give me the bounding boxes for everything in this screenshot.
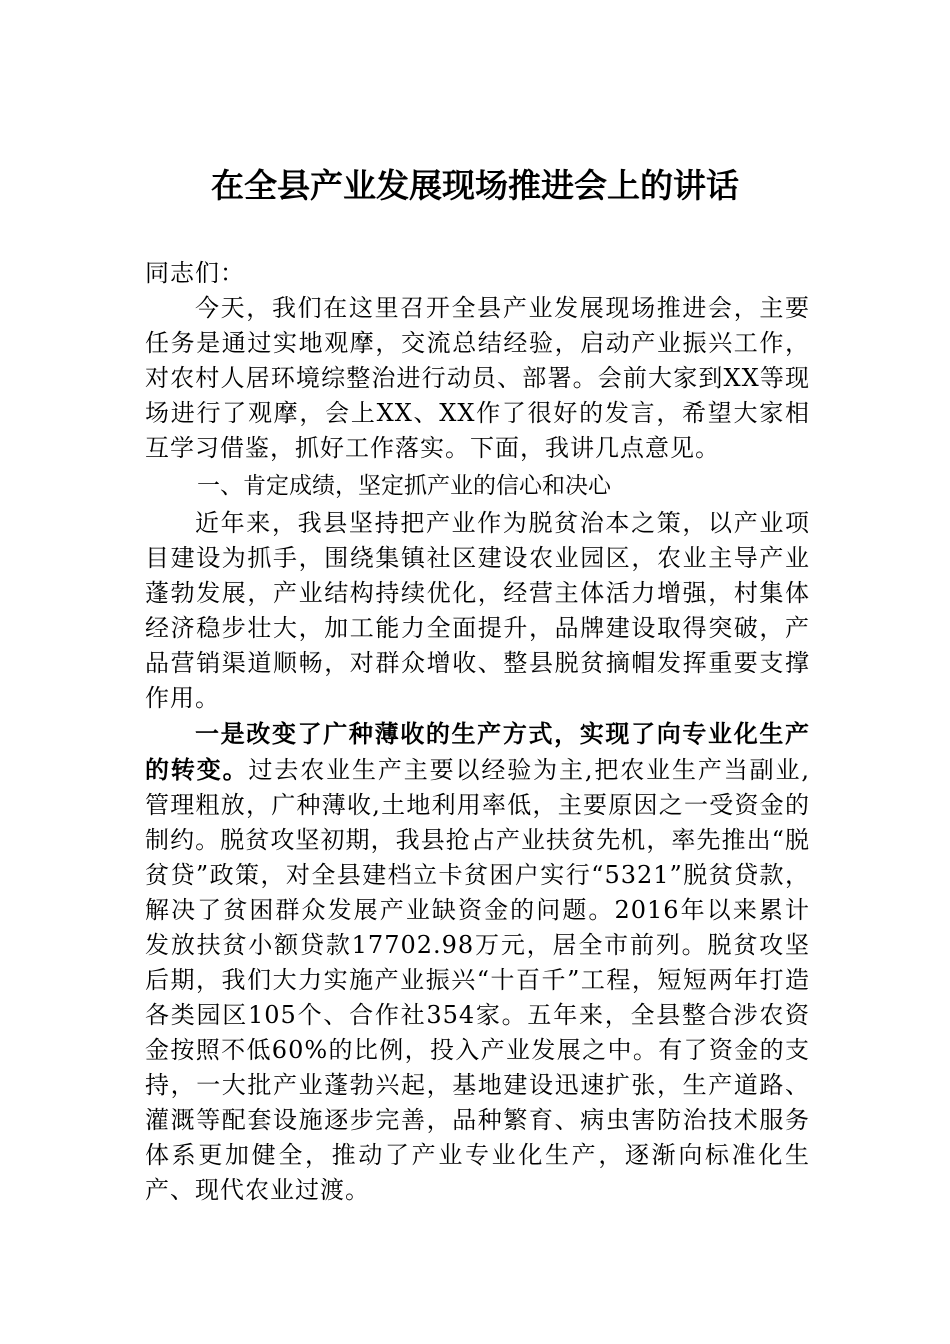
section-1-heading: 一、肯定成绩，坚定抓产业的信心和决心 <box>197 473 611 499</box>
document-body <box>145 256 810 1208</box>
section-1-paragraph: 近年来，我县坚持把产业作为脱贫治本之策，以产业项目建设为抓手，围绕集镇社区建设农业园区，农业主导产业蓬勃发展，产业结构持续优化，经营主体活力增强，村集体经济稳步壮大，加工能力全面提升，品牌建设取得突破，产品营销渠道顺畅，对群众增收、整县脱贫摘帽发挥重要支撑作用。 <box>145 509 810 712</box>
document-title: 在全县产业发展现场推进会上的讲话 <box>211 166 739 205</box>
point-1-body: 过去农业生产主要以经验为主,把农业生产当副业,管理粗放，广种薄收,土地利用率低，主要原因之一受资金的制约。脱贫攻坚初期，我县抢占产业扶贫先机，率先推出“脱贫贷”政策，对全县建档立卡贫困户实行“5321”脱贫贷款，解决了贫困群众发展产业缺资金的问题。2016年以来累计发放扶贫小额贷款17702.98万元，居全市前列。脱贫攻坚后期，我们大力实施产业振兴“十百千”工程，短短两年打造各类园区105个、合作社354家。五年来，全县整合涉农资金按照不低60%的比例，投入产业发展之中。有了资金的支持，一大批产业蓬勃兴起，基地建设迅速扩张，生产道路、灌溉等配套设施逐步完善，品种繁育、病虫害防治技术服务体系更加健全，推动了产业专业化生产，逐渐向标准化生产、现代农业过渡。 <box>145 756 810 1204</box>
point-1-paragraph <box>145 716 810 1208</box>
point-1-lead: 一是改变了广种薄收的生产方式，实现了向专业化生产的转变。 <box>145 719 810 784</box>
intro-paragraph: 今天，我们在这里召开全县产业发展现场推进会，主要任务是通过实地观摩，交流总结经验，启动产业振兴工作，对农村人居环境综整治进行动员、部署。会前大家到XX等现场进行了观摩，会上XX、XX作了很好的发言，希望大家相互学习借鉴，抓好工作落实。下面，我讲几点意见。 <box>145 294 810 462</box>
salutation: 同志们： <box>145 259 245 287</box>
